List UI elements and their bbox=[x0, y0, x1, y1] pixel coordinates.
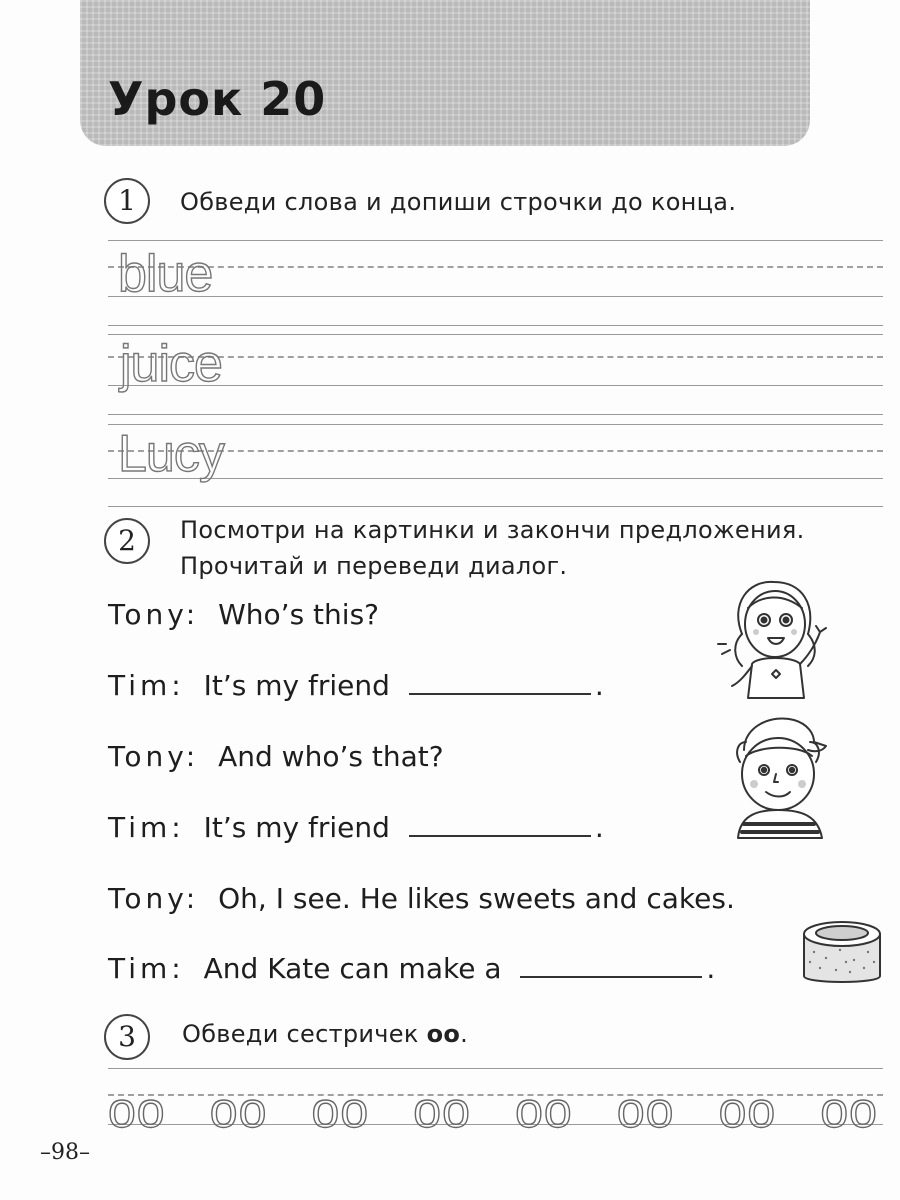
task-number-2: 2 bbox=[104, 518, 150, 564]
lesson-title: Урок 20 bbox=[108, 72, 327, 126]
dialog-text: And Kate can make a bbox=[203, 952, 502, 985]
dialog-text: Who’s this? bbox=[218, 598, 380, 631]
speaker-tony: Tony: bbox=[108, 740, 200, 773]
speaker-tim: Tim: bbox=[108, 811, 185, 844]
writing-line bbox=[108, 424, 883, 425]
task-number-3: 3 bbox=[104, 1014, 150, 1060]
writing-line bbox=[108, 385, 883, 386]
writing-line bbox=[108, 478, 883, 479]
dialog-end-punct: . bbox=[594, 811, 604, 844]
page-number: –98– bbox=[40, 1140, 90, 1165]
boy-picture bbox=[718, 712, 840, 840]
dialog-text: And who’s that? bbox=[218, 740, 444, 773]
dialog-text: It’s my friend bbox=[203, 811, 390, 844]
writing-line bbox=[108, 334, 883, 335]
writing-line bbox=[108, 414, 883, 415]
speaker-tim: Tim: bbox=[108, 952, 185, 985]
writing-line bbox=[108, 296, 883, 297]
task-2-instruction-line2: Прочитай и переведи диалог. bbox=[180, 552, 568, 580]
answer-blank[interactable] bbox=[409, 671, 591, 695]
dialog-line-6 bbox=[108, 952, 715, 985]
oo-trace-row bbox=[108, 1082, 878, 1138]
trace-word-juice: juice bbox=[120, 335, 222, 393]
trace-oo: oo bbox=[718, 1082, 777, 1138]
writing-line bbox=[108, 506, 883, 507]
dialog-line-5 bbox=[108, 882, 735, 915]
speaker-tim: Tim: bbox=[108, 669, 185, 702]
trace-oo: oo bbox=[108, 1082, 166, 1138]
writing-line-dashed bbox=[108, 450, 883, 452]
writing-line bbox=[108, 1068, 883, 1069]
trace-oo: oo bbox=[820, 1082, 878, 1138]
speaker-tony: Tony: bbox=[108, 882, 200, 915]
dialog-line-3 bbox=[108, 740, 444, 773]
answer-blank[interactable] bbox=[520, 954, 702, 978]
dialog-text: It’s my friend bbox=[203, 669, 390, 702]
task-number-1: 1 bbox=[104, 178, 150, 224]
task-1-instruction: Обведи слова и допиши строчки до конца. bbox=[180, 188, 737, 216]
trace-oo: oo bbox=[515, 1082, 573, 1138]
dialog-line-4 bbox=[108, 811, 604, 844]
speaker-tony: Tony: bbox=[108, 598, 200, 631]
cake-picture bbox=[800, 918, 884, 988]
task-2-instruction-line1: Посмотри на картинки и закончи предложения. bbox=[180, 516, 805, 544]
dialog-end-punct: . bbox=[706, 952, 716, 985]
task-3-letters: oo bbox=[426, 1020, 461, 1048]
writing-line-dashed bbox=[108, 356, 883, 358]
writing-line-dashed bbox=[108, 266, 883, 268]
dialog-text: Oh, I see. He likes sweets and cakes. bbox=[218, 882, 735, 915]
trace-oo: oo bbox=[616, 1082, 675, 1138]
trace-oo: oo bbox=[413, 1082, 471, 1138]
dialog-line-2 bbox=[108, 669, 604, 702]
writing-line bbox=[108, 325, 883, 326]
answer-blank[interactable] bbox=[409, 813, 591, 837]
dialog-end-punct: . bbox=[594, 669, 604, 702]
trace-word-lucy: Lucy bbox=[118, 425, 224, 483]
task-3-instruction bbox=[182, 1020, 468, 1048]
task-3-text: Обведи сестричек bbox=[182, 1020, 419, 1048]
trace-oo: oo bbox=[209, 1082, 268, 1138]
trace-oo: oo bbox=[311, 1082, 370, 1138]
trace-word-blue: blue bbox=[118, 245, 213, 303]
task-3-punct: . bbox=[460, 1020, 469, 1048]
girl-picture bbox=[712, 574, 840, 700]
writing-line bbox=[108, 240, 883, 241]
dialog-line-1 bbox=[108, 598, 379, 631]
